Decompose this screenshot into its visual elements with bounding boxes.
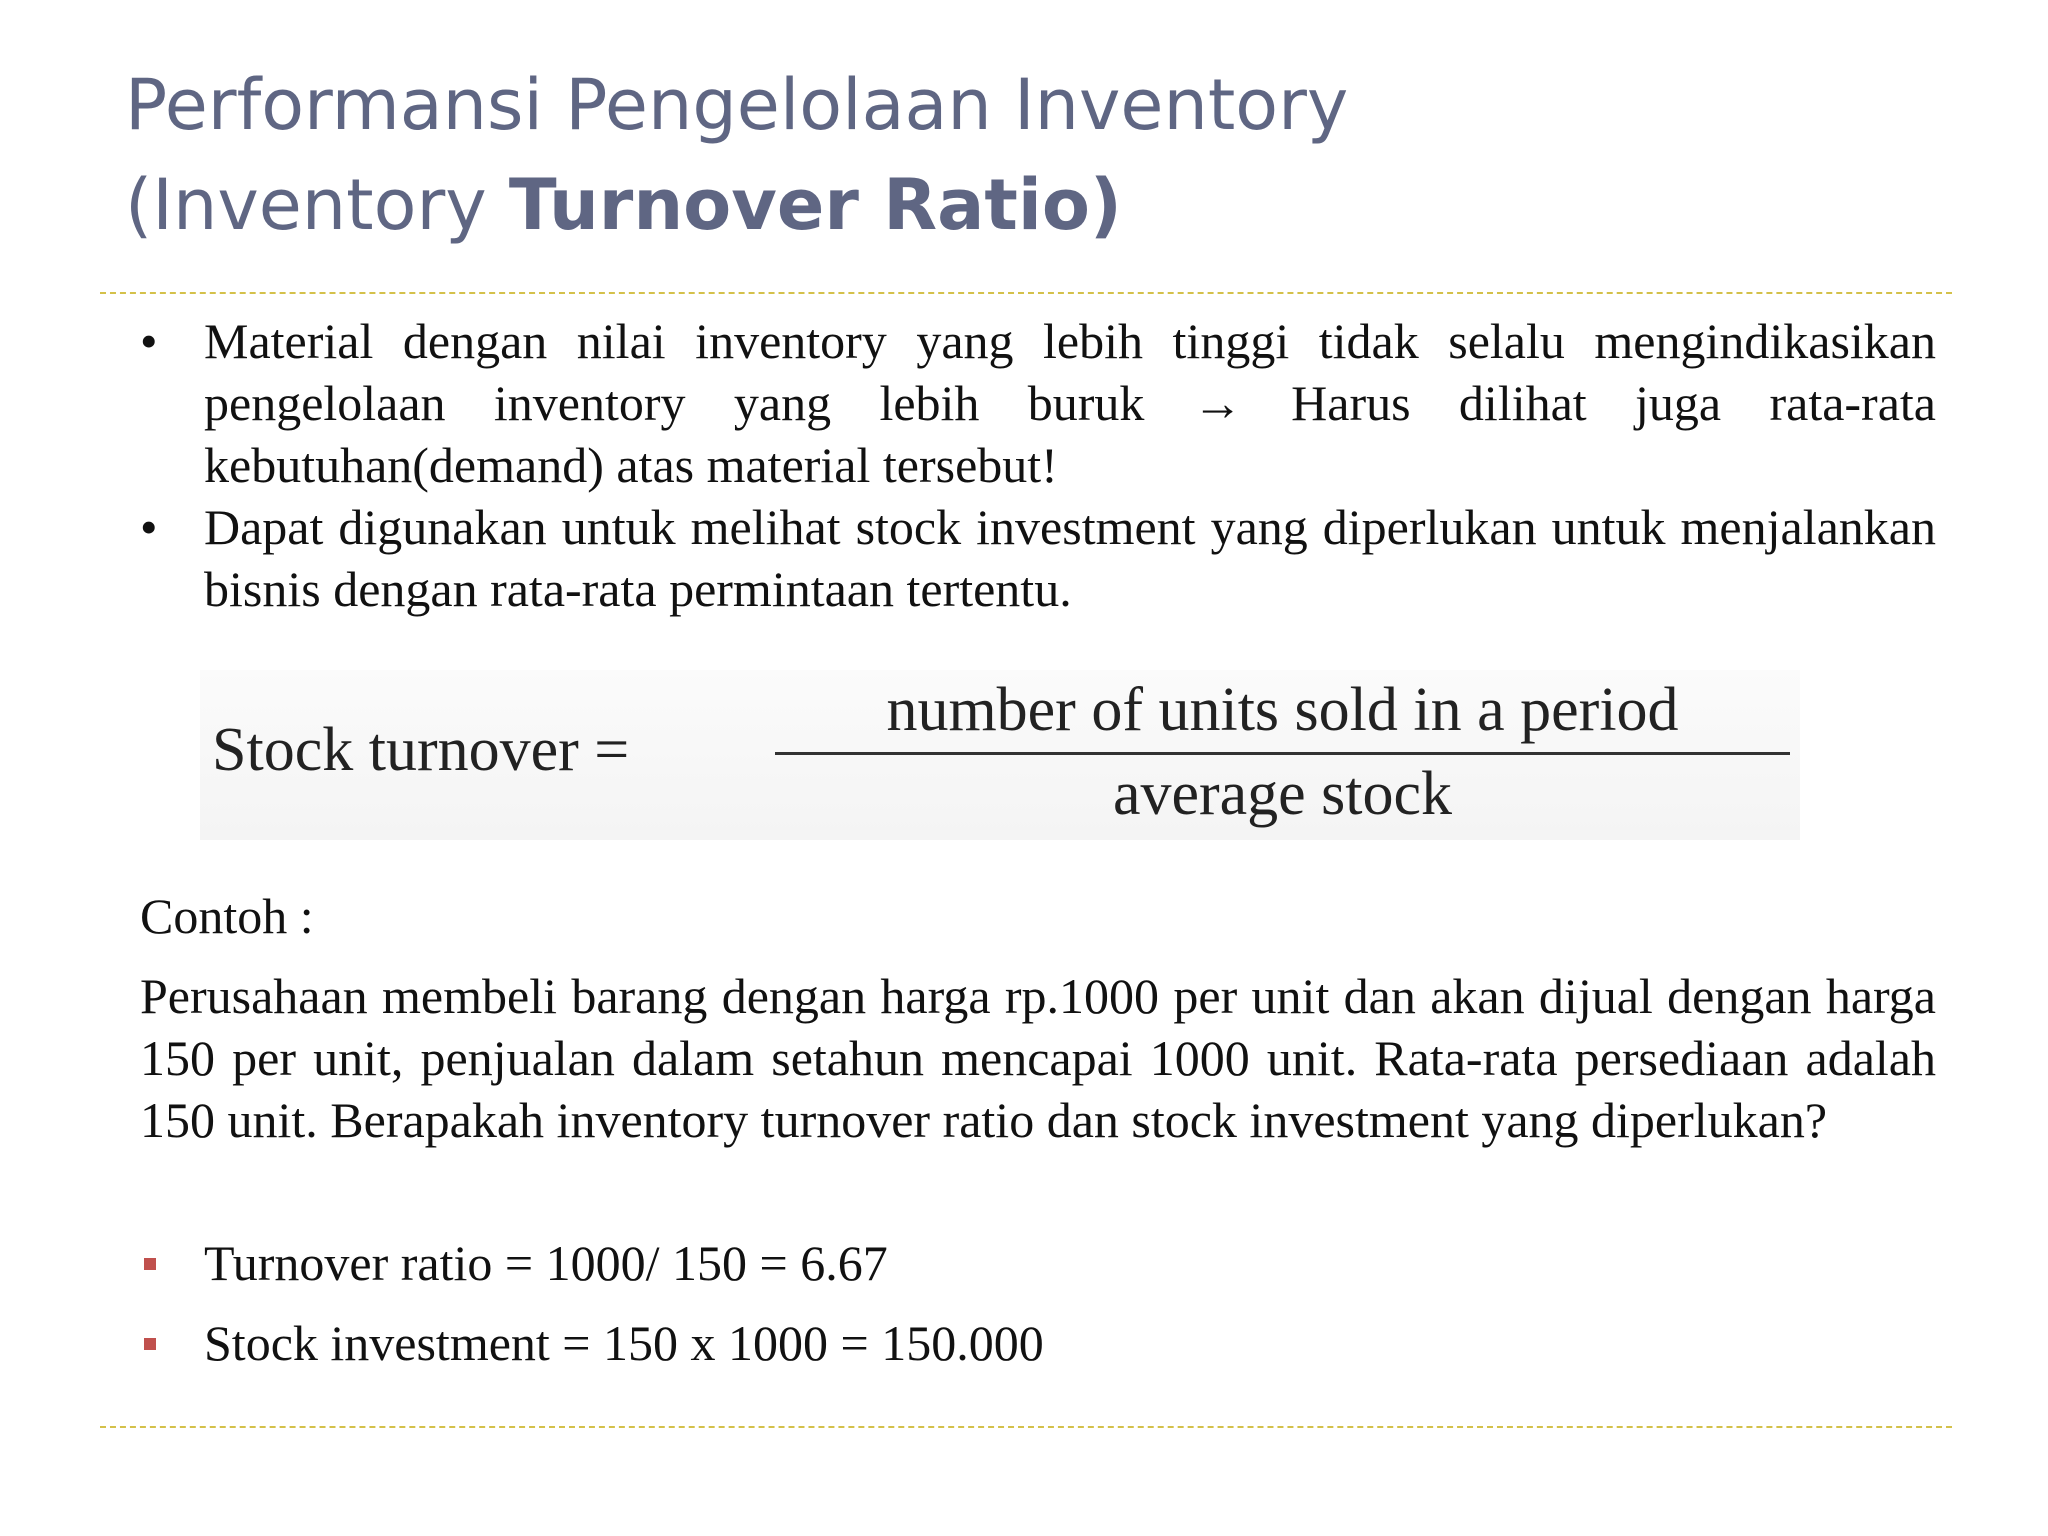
example-text: Perusahaan membeli barang dengan harga rp.1000 per unit dan akan dijual dengan harga 150 per unit, penjualan dalam setahun mencapai 1000 unit. Rata-rata persediaan adalah 150 unit. Berapakah inventory turnover ratio dan stock investment yang diperlukan? [140, 968, 1936, 1148]
answer-text: Turnover ratio = 1000/ 150 = 6.67 [204, 1235, 888, 1291]
bullet-list [140, 310, 1936, 620]
top-divider [100, 292, 1952, 294]
formula-denominator: average stock [1112, 760, 1453, 828]
bottom-divider [100, 1426, 1952, 1428]
answer-list [140, 1232, 1936, 1392]
title-line-2-bold: Turnover Ratio) [508, 164, 1122, 246]
formula-lhs: Stock turnover = [212, 716, 630, 784]
stock-turnover-formula [200, 670, 1800, 840]
formula-fraction [775, 670, 1790, 840]
slide-title [125, 55, 1348, 255]
answer-text: Stock investment = 150 x 1000 = 150.000 [204, 1315, 1044, 1371]
bullet-text: Material dengan nilai inventory yang lebih tinggi tidak selalu mengindikasikan pengelolaan inventory yang lebih buruk → Harus dilihat juga rata-rata kebutuhan(demand) atas material tersebut! [204, 313, 1936, 493]
bullet-item [140, 496, 1936, 620]
square-bullet-icon [144, 1338, 156, 1350]
title-line-1: Performansi Pengelolaan Inventory [125, 64, 1349, 146]
bullet-dot: • [140, 499, 158, 555]
bullet-dot: • [140, 313, 158, 369]
answer-item [140, 1312, 1936, 1374]
square-bullet-icon [144, 1258, 156, 1270]
title-line-2-prefix: (Inventory [125, 164, 509, 246]
formula-numerator: number of units sold in a period [886, 676, 1679, 744]
example-label: Contoh : [140, 888, 314, 944]
bullet-item [140, 310, 1936, 496]
bullet-text: Dapat digunakan untuk melihat stock investment yang diperlukan untuk menjalankan bisnis dengan rata-rata permintaan tertentu. [204, 499, 1936, 617]
answer-item [140, 1232, 1936, 1294]
